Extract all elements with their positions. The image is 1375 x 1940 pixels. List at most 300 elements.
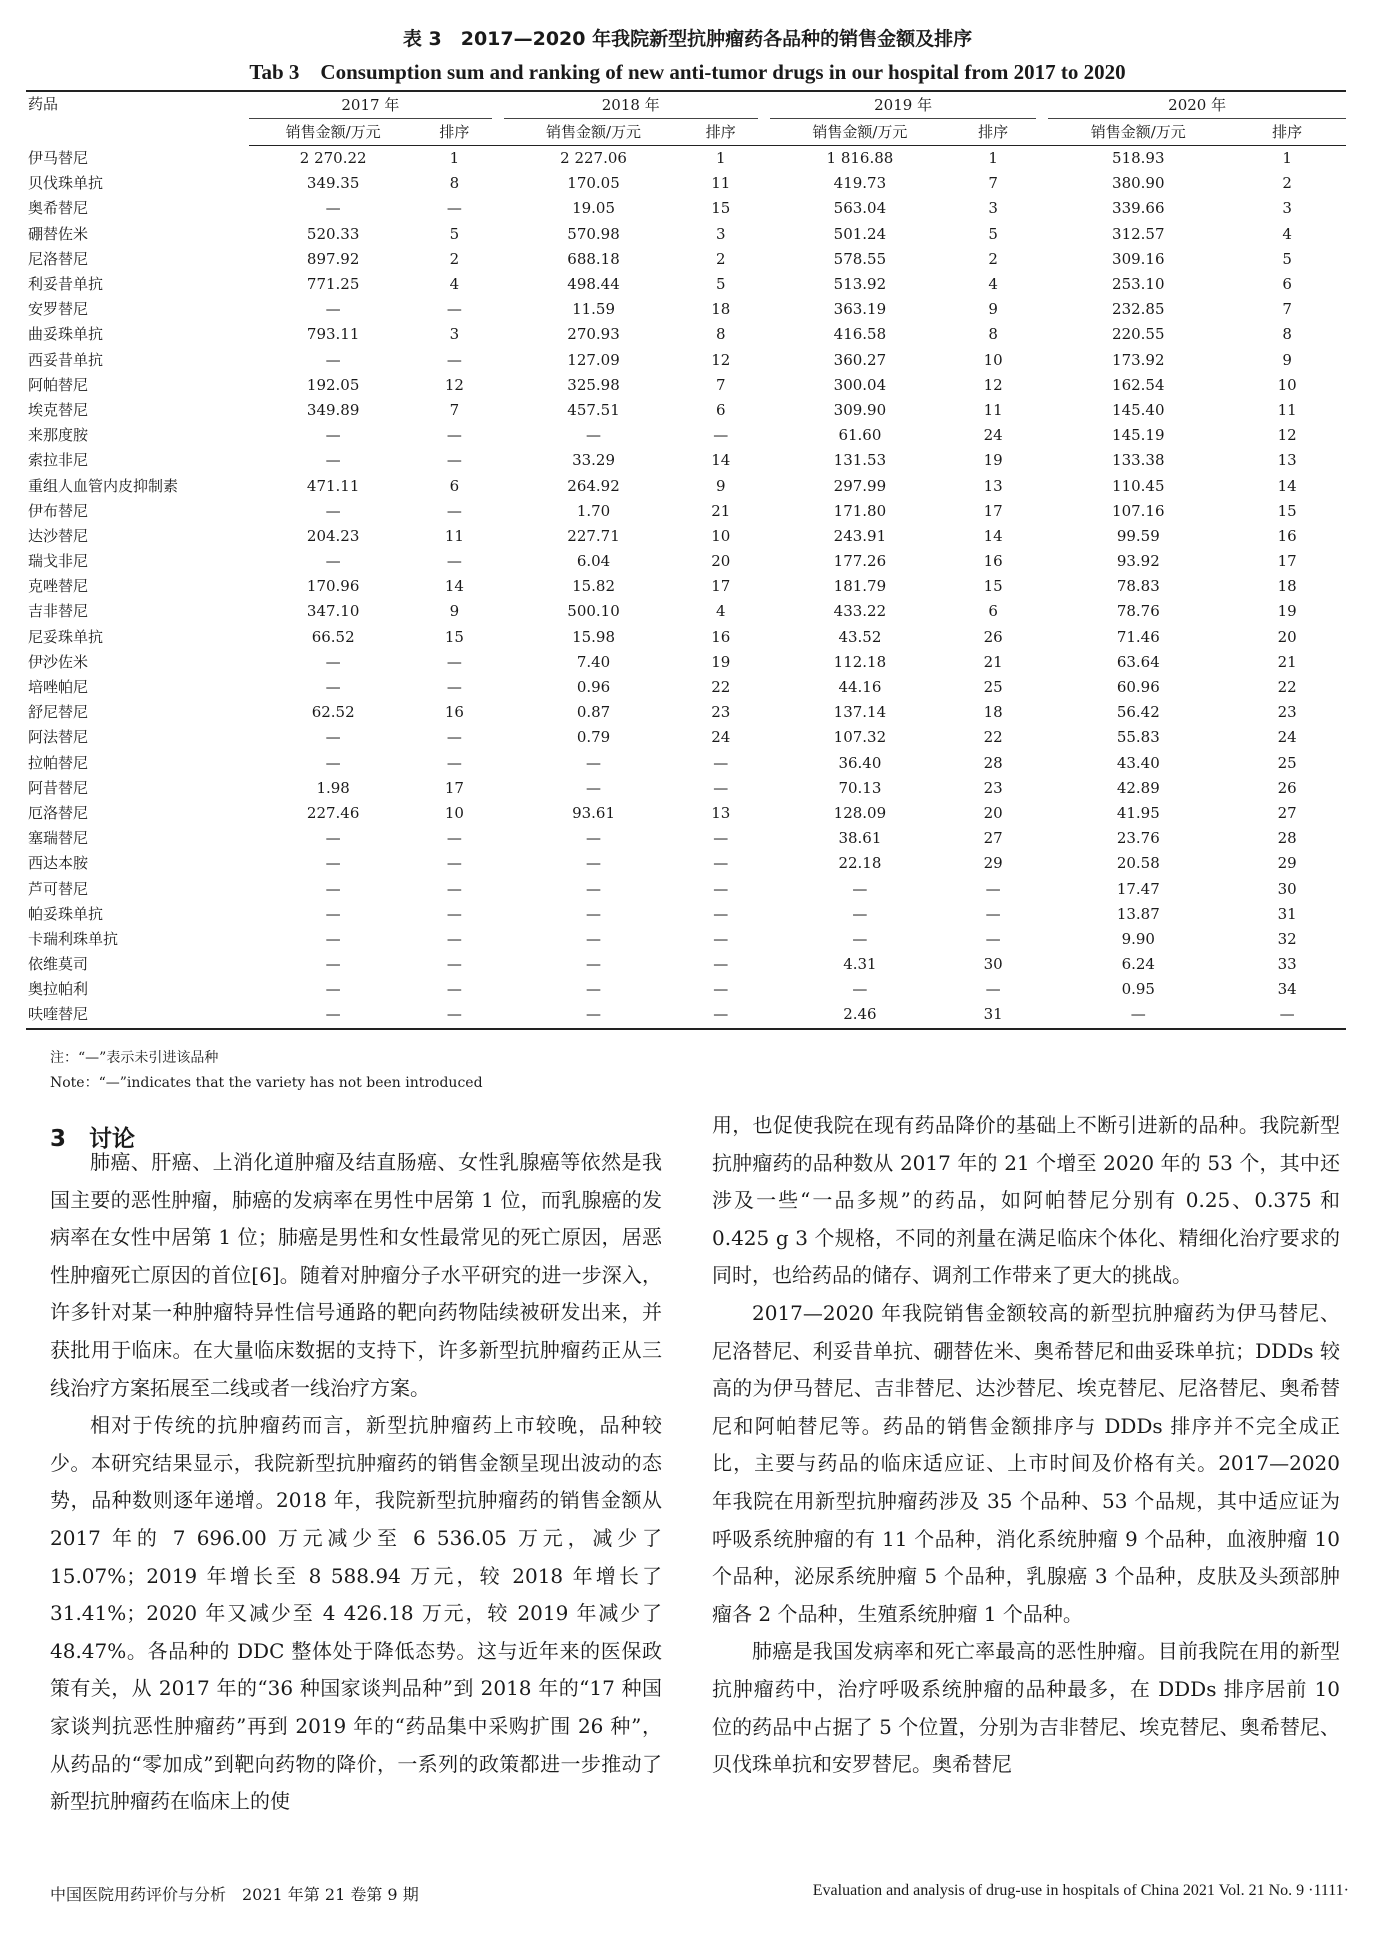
amount-cell: 99.59 — [1116, 526, 1160, 545]
amount-cell: — — [325, 879, 341, 898]
amount-cell: 1.98 — [316, 778, 350, 797]
rank-cell: 10 — [444, 803, 464, 822]
amount-cell: 563.04 — [833, 199, 887, 218]
left-column — [50, 1144, 662, 1821]
rank-cell: 18 — [711, 300, 731, 319]
amount-cell: — — [1048, 1002, 1228, 1028]
amount-cell: 771.25 — [306, 275, 360, 294]
rank-cell: — — [446, 753, 462, 772]
rank-cell: 20 — [1277, 627, 1297, 646]
rank-cell: 13 — [1277, 451, 1297, 470]
rank-cell: — — [446, 854, 462, 873]
amount-cell: 15.98 — [572, 627, 616, 646]
amount-cell: — — [325, 955, 341, 974]
table-row — [26, 222, 1346, 247]
rank-cell: 15 — [444, 627, 464, 646]
rank-cell: 22 — [983, 728, 1003, 747]
amount-cell: 55.83 — [1116, 728, 1160, 747]
rank-cell: 7 — [715, 375, 726, 394]
rank-cell: 14 — [444, 577, 464, 596]
amount-cell: 170.96 — [306, 577, 360, 596]
amount-cell: — — [325, 753, 341, 772]
amount-cell: 0.79 — [576, 728, 611, 747]
rank-cell: 10 — [1277, 375, 1297, 394]
rank-cell: 3 — [988, 199, 998, 218]
amount-cell: 297.99 — [833, 476, 887, 495]
rank-cell: 1 — [1282, 149, 1292, 168]
amount-cell: 60.96 — [1116, 678, 1160, 697]
rank-cell: 11 — [983, 400, 1003, 419]
rank-cell: — — [446, 955, 462, 974]
drug-name-cell: 阿法替尼 — [28, 728, 89, 747]
rank-cell: 3 — [715, 224, 726, 243]
drug-name-cell: 依维莫司 — [28, 955, 89, 974]
amount-cell: 7.40 — [576, 652, 611, 671]
amount-cell: — — [852, 904, 868, 923]
amount-cell: 0.87 — [576, 703, 611, 722]
table-row — [26, 927, 1346, 952]
rank-cell: — — [684, 1002, 758, 1028]
amount-cell: 520.33 — [306, 224, 360, 243]
rank-cell: 14 — [1277, 476, 1297, 495]
rank-cell: 12 — [711, 350, 731, 369]
rank-cell: 23 — [983, 778, 1003, 797]
amount-cell: — — [586, 753, 602, 772]
amount-cell: 61.60 — [838, 426, 882, 445]
amount-cell: 2 227.06 — [560, 149, 627, 168]
header-amount: 销售金额/万元 — [249, 119, 417, 146]
amount-cell: 56.42 — [1116, 703, 1160, 722]
header-rank: 排序 — [417, 119, 491, 146]
rank-cell: — — [713, 929, 729, 948]
rank-cell: 5 — [449, 224, 460, 243]
amount-cell: 145.19 — [1112, 426, 1165, 445]
amount-cell: 192.05 — [306, 375, 360, 394]
amount-cell: 107.32 — [833, 728, 887, 747]
amount-cell: 309.16 — [1112, 249, 1165, 268]
rank-cell: 22 — [1277, 678, 1297, 697]
rank-cell: 24 — [1277, 728, 1297, 747]
amount-cell: 300.04 — [833, 375, 887, 394]
amount-cell: — — [586, 854, 602, 873]
amount-cell: — — [586, 426, 602, 445]
amount-cell: 20.58 — [1116, 854, 1160, 873]
amount-cell: — — [325, 904, 341, 923]
amount-cell: 325.98 — [567, 375, 620, 394]
table-row — [26, 398, 1346, 423]
rank-cell: 19 — [1277, 602, 1297, 621]
rank-cell: — — [446, 199, 462, 218]
header-amount: 销售金额/万元 — [770, 119, 950, 146]
rank-cell: 26 — [983, 627, 1003, 646]
table-row — [26, 776, 1346, 801]
table-row — [26, 348, 1346, 373]
amount-cell: — — [586, 778, 602, 797]
table-row — [26, 423, 1346, 448]
rank-cell: 21 — [983, 652, 1003, 671]
rank-cell: 21 — [1277, 652, 1297, 671]
rank-cell: 27 — [983, 829, 1003, 848]
amount-cell: — — [325, 678, 341, 697]
rank-cell: 9 — [988, 300, 998, 319]
amount-cell: 232.85 — [1112, 300, 1165, 319]
drug-name-cell: 厄洛替尼 — [28, 803, 89, 822]
table-caption-cn: 表 3 2017—2020 年我院新型抗肿瘤药各品种的销售金额及排序 — [402, 28, 973, 50]
amount-cell: 1 816.88 — [826, 149, 894, 168]
amount-cell: 227.71 — [567, 526, 620, 545]
amount-cell: 220.55 — [1112, 325, 1165, 344]
rank-cell: 31 — [1277, 904, 1297, 923]
rank-cell: 30 — [983, 955, 1003, 974]
amount-cell: 1.70 — [576, 501, 611, 520]
rank-cell: 16 — [711, 627, 731, 646]
amount-cell: — — [325, 829, 341, 848]
amount-cell: 578.55 — [833, 249, 887, 268]
drug-name-cell: 瑞戈非尼 — [28, 552, 89, 571]
rank-cell: 11 — [711, 174, 731, 193]
rank-cell: 12 — [444, 375, 464, 394]
amount-cell: — — [504, 1002, 684, 1028]
table-row — [26, 851, 1346, 876]
table-row — [26, 499, 1346, 524]
amount-cell: 19.05 — [572, 199, 616, 218]
rank-cell: 11 — [444, 526, 464, 545]
drug-name-cell: 埃克替尼 — [28, 400, 89, 419]
header-amount: 销售金额/万元 — [504, 119, 684, 146]
rank-cell: — — [713, 753, 729, 772]
drug-name-cell: 伊布替尼 — [28, 501, 89, 520]
header-year-2020: 2020 年 — [1048, 91, 1346, 119]
table-row — [26, 549, 1346, 574]
paragraph: 相对于传统的抗肿瘤药而言，新型抗肿瘤药上市较晚，品种较少。本研究结果显示，我院新型抗肿瘤药的销售金额呈现出波动的态势，品种数则逐年递增。2018 年，我院新型抗肿瘤药的销售金额从 2017 年的 7 696.00 万元减少至 6 536.05 万元，减少了 15.07%；2019 年增长至 8 588.94 万元，较 2018 年增长了 31.41%；2020 年又减少至 4 426.18 万元，较 2019 年减少了 48.47%。各品种的 DDC 整体处于降低态势。这与近年来的医保政策有关，从 2017 年的“36 种国家谈判品种”到 2018 年的“17 种国家谈判抗恶性肿瘤药”再到 2019 年的“药品集中采购扩围 26 种”，从药品的“零加成”到靶向药物的降价，一系列的政策都进一步推动了新型抗肿瘤药在临床上的使 — [50, 1413, 662, 1814]
paragraph: 2017—2020 年我院销售金额较高的新型抗肿瘤药为伊马替尼、尼洛替尼、利妥昔单抗、硼替佐米、奥希替尼和曲妥珠单抗；DDDs 较高的为伊马替尼、吉非替尼、达沙替尼、埃克替尼、尼洛替尼、奥希替尼和阿帕替尼等。药品的销售金额排序与 DDDs 排序并不完全成正比，主要与药品的临床适应证、上市时间及价格有关。2017—2020 年我院在用新型抗肿瘤药涉及 35 个品种、53 个品规，其中适应证为呼吸系统肿瘤的有 11 个品种，消化系统肿瘤 9 个品种，血液肿瘤 10 个品种，泌尿系统肿瘤 5 个品种，乳腺癌 3 个品种，皮肤及头颈部肿瘤各 2 个品种，生殖系统肿瘤 1 个品种。 — [712, 1300, 1340, 1626]
amount-cell: 36.40 — [838, 753, 882, 772]
amount-cell: 2.46 — [770, 1002, 950, 1028]
amount-cell: 433.22 — [833, 602, 887, 621]
amount-cell: 22.18 — [838, 854, 882, 873]
rank-cell: 25 — [983, 678, 1003, 697]
table-row — [26, 473, 1346, 498]
rank-cell: 18 — [1277, 577, 1297, 596]
amount-cell: 177.26 — [833, 552, 887, 571]
table-row — [26, 675, 1346, 700]
header-rank: 排序 — [684, 119, 758, 146]
table-row — [26, 373, 1346, 398]
amount-cell: 170.05 — [567, 174, 620, 193]
rank-cell: 9 — [449, 602, 460, 621]
amount-cell: 145.40 — [1112, 400, 1165, 419]
amount-cell: — — [852, 879, 868, 898]
amount-cell: 107.16 — [1112, 501, 1165, 520]
rank-cell: 9 — [1282, 350, 1292, 369]
amount-cell: 13.87 — [1116, 904, 1160, 923]
rank-cell: 33 — [1277, 955, 1297, 974]
rank-cell: 12 — [1277, 426, 1297, 445]
amount-cell: 6.24 — [1121, 955, 1155, 974]
rank-cell: — — [446, 451, 462, 470]
rank-cell: 8 — [715, 325, 726, 344]
table-note-en: Note：“—”indicates that the variety has not been introduced — [50, 1075, 483, 1091]
amount-cell: — — [586, 980, 602, 999]
rank-cell: 14 — [711, 451, 731, 470]
amount-cell: 110.45 — [1112, 476, 1165, 495]
amount-cell: — — [325, 854, 341, 873]
amount-cell: 4.31 — [843, 955, 877, 974]
drug-name-cell: 帕妥珠单抗 — [28, 904, 104, 923]
drug-name-cell: 利妥昔单抗 — [28, 275, 104, 294]
rank-cell: — — [713, 778, 729, 797]
amount-cell: 688.18 — [567, 249, 620, 268]
amount-cell: 171.80 — [833, 501, 887, 520]
section-heading: 3 讨论 — [50, 1126, 136, 1152]
rank-cell: 9 — [715, 476, 726, 495]
amount-cell: 62.52 — [311, 703, 355, 722]
amount-cell: 349.89 — [306, 400, 360, 419]
rank-cell: 6 — [449, 476, 460, 495]
amount-cell: 204.23 — [306, 526, 360, 545]
amount-cell: 518.93 — [1112, 149, 1165, 168]
amount-cell: 137.14 — [833, 703, 887, 722]
table-row — [26, 599, 1346, 624]
amount-cell: 93.92 — [1116, 552, 1160, 571]
amount-cell: — — [325, 929, 341, 948]
amount-cell: 498.44 — [567, 275, 620, 294]
drug-name-cell: 阿帕替尼 — [28, 375, 89, 394]
rank-cell: 2 — [988, 249, 998, 268]
amount-cell: 70.13 — [838, 778, 882, 797]
rank-cell: 2 — [449, 249, 460, 268]
drug-name-cell: 伊沙佐米 — [28, 652, 89, 671]
rank-cell: 2 — [715, 249, 726, 268]
rank-cell: — — [446, 829, 462, 848]
rank-cell: 6 — [988, 602, 998, 621]
drug-name-cell: 西妥昔单抗 — [28, 350, 104, 369]
footer-journal-en: Evaluation and analysis of drug-use in hospitals of China 2021 Vol. 21 No. 9 ·1111· — [812, 1882, 1349, 1899]
amount-cell: 793.11 — [306, 325, 360, 344]
drug-name-cell: 培唑帕尼 — [28, 678, 89, 697]
table-row — [26, 826, 1346, 851]
drug-name-cell: 吉非替尼 — [28, 602, 89, 621]
amount-cell: 71.46 — [1116, 627, 1160, 646]
rank-cell: 16 — [444, 703, 464, 722]
rank-cell: 3 — [1282, 199, 1292, 218]
amount-cell: 339.66 — [1112, 199, 1165, 218]
rank-cell: 8 — [988, 325, 998, 344]
drug-name-cell: 来那度胺 — [28, 426, 89, 445]
amount-cell: — — [325, 350, 341, 369]
amount-cell: 471.11 — [306, 476, 360, 495]
rank-cell: 13 — [711, 803, 731, 822]
amount-cell: 243.91 — [833, 526, 887, 545]
rank-cell: — — [446, 350, 462, 369]
amount-cell: 0.95 — [1121, 980, 1155, 999]
header-year-2019: 2019 年 — [770, 91, 1036, 119]
rank-cell: — — [446, 904, 462, 923]
rank-cell: 16 — [983, 552, 1003, 571]
rank-cell: — — [446, 980, 462, 999]
amount-cell: 2 270.22 — [299, 149, 367, 168]
amount-cell: 309.90 — [833, 400, 887, 419]
rank-cell: — — [713, 955, 729, 974]
amount-cell: 380.90 — [1112, 174, 1165, 193]
amount-cell: — — [325, 980, 341, 999]
rank-cell: 8 — [449, 174, 460, 193]
table-row — [26, 297, 1346, 322]
rank-cell: 24 — [711, 728, 731, 747]
rank-cell: 17 — [983, 501, 1003, 520]
rank-cell: 1 — [449, 149, 460, 168]
rank-cell: 16 — [1277, 526, 1297, 545]
rank-cell: 4 — [449, 275, 460, 294]
drug-name-cell: 呋喹替尼 — [26, 1002, 249, 1028]
amount-cell: 133.38 — [1112, 451, 1165, 470]
amount-cell: 227.46 — [306, 803, 360, 822]
amount-cell: 360.27 — [833, 350, 887, 369]
drug-name-cell: 塞瑞替尼 — [28, 829, 89, 848]
rank-cell: 14 — [983, 526, 1003, 545]
drug-name-cell: 硼替佐米 — [28, 224, 89, 243]
rank-cell: 5 — [1282, 249, 1292, 268]
rank-cell: 1 — [715, 149, 726, 168]
amount-cell: 419.73 — [833, 174, 887, 193]
rank-cell: 11 — [1277, 400, 1297, 419]
drug-name-cell: 奥拉帕利 — [28, 980, 89, 999]
amount-cell: 570.98 — [567, 224, 620, 243]
drug-name-cell: 西达本胺 — [28, 854, 89, 873]
rank-cell: 34 — [1277, 980, 1297, 999]
sales-table — [26, 90, 1346, 1030]
table-row — [26, 196, 1346, 221]
drug-name-cell: 芦可替尼 — [28, 879, 89, 898]
drug-name-cell: 重组人血管内皮抑制素 — [28, 476, 179, 495]
rank-cell: — — [446, 728, 462, 747]
amount-cell: 162.54 — [1112, 375, 1165, 394]
rank-cell: 17 — [444, 778, 464, 797]
drug-name-cell: 拉帕替尼 — [28, 753, 89, 772]
rank-cell: 29 — [983, 854, 1003, 873]
rank-cell: 5 — [988, 224, 998, 243]
table-note-cn: 注：“—”表示未引进该品种 — [50, 1050, 219, 1066]
rank-cell: 28 — [983, 753, 1003, 772]
table-row — [26, 952, 1346, 977]
rank-cell: 5 — [715, 275, 726, 294]
rank-cell: 15 — [1277, 501, 1297, 520]
amount-cell: 363.19 — [833, 300, 887, 319]
amount-cell: 17.47 — [1116, 879, 1160, 898]
amount-cell: — — [586, 904, 602, 923]
drug-name-cell: 卡瑞利珠单抗 — [28, 929, 119, 948]
table-row — [26, 322, 1346, 347]
rank-cell: 4 — [988, 275, 998, 294]
amount-cell: 63.64 — [1116, 652, 1160, 671]
drug-name-cell: 索拉非尼 — [28, 451, 89, 470]
paragraph: 肺癌、肝癌、上消化道肿瘤及结直肠癌、女性乳腺癌等依然是我国主要的恶性肿瘤，肺癌的发病率在男性中居第 1 位，而乳腺癌的发病率在女性中居第 1 位；肺癌是男性和女性最常见的死亡原因，居恶性肿瘤死亡原因的首位[6]。随着对肿瘤分子水平研究的进一步深入，许多针对某一种肿瘤特异性信号通路的靶向药物陆续被研发出来，并获批用于临床。在大量临床数据的支持下，许多新型抗肿瘤药正从三线治疗方案拓展至二线或者一线治疗方案。 — [50, 1150, 662, 1400]
rank-cell: — — [985, 929, 1001, 948]
amount-cell: — — [586, 829, 602, 848]
rank-cell: 17 — [711, 577, 731, 596]
amount-cell: 41.95 — [1116, 803, 1160, 822]
rank-cell: — — [713, 879, 729, 898]
amount-cell: 416.58 — [833, 325, 887, 344]
amount-cell: — — [325, 199, 341, 218]
rank-cell: 10 — [983, 350, 1003, 369]
drug-name-cell: 克唑替尼 — [28, 577, 89, 596]
amount-cell: 6.04 — [576, 552, 611, 571]
table-row — [26, 650, 1346, 675]
header-year-2017: 2017 年 — [249, 91, 491, 119]
amount-cell: — — [325, 728, 341, 747]
amount-cell: — — [852, 980, 868, 999]
drug-name-cell: 曲妥珠单抗 — [28, 325, 104, 344]
amount-cell: 264.92 — [567, 476, 620, 495]
amount-cell: 11.59 — [572, 300, 616, 319]
rank-cell: — — [446, 879, 462, 898]
amount-cell: 457.51 — [567, 400, 620, 419]
footer-journal-cn: 中国医院用药评价与分析 2021 年第 21 卷第 9 期 — [50, 1885, 419, 1904]
right-column — [712, 1107, 1340, 1784]
rank-cell: 27 — [1277, 803, 1297, 822]
table-row — [26, 625, 1346, 650]
amount-cell: 9.90 — [1121, 929, 1155, 948]
amount-cell: — — [325, 426, 341, 445]
rank-cell: 31 — [950, 1002, 1036, 1028]
amount-cell: 513.92 — [833, 275, 887, 294]
rank-cell: 3 — [449, 325, 460, 344]
rank-cell: — — [446, 678, 462, 697]
amount-cell: 312.57 — [1112, 224, 1165, 243]
rank-cell: — — [985, 879, 1001, 898]
rank-cell: 19 — [711, 652, 731, 671]
rank-cell: 7 — [1282, 300, 1292, 319]
amount-cell: 501.24 — [833, 224, 887, 243]
amount-cell: 0.96 — [576, 678, 611, 697]
amount-cell: — — [586, 879, 602, 898]
rank-cell: 32 — [1277, 929, 1297, 948]
drug-name-cell: 伊马替尼 — [28, 148, 89, 167]
rank-cell: 13 — [983, 476, 1003, 495]
drug-name-cell: 达沙替尼 — [28, 526, 89, 545]
amount-cell: 347.10 — [306, 602, 360, 621]
table-row — [26, 725, 1346, 750]
amount-cell: — — [325, 451, 341, 470]
header-rank: 排序 — [950, 119, 1036, 146]
amount-cell: 78.76 — [1116, 602, 1160, 621]
amount-cell: 15.82 — [572, 577, 616, 596]
table-row — [26, 1002, 1346, 1028]
rank-cell: 2 — [1282, 174, 1292, 193]
table-row — [26, 574, 1346, 599]
rank-cell: — — [985, 980, 1001, 999]
amount-cell: 23.76 — [1116, 829, 1160, 848]
amount-cell: — — [586, 955, 602, 974]
amount-cell: 270.93 — [567, 325, 620, 344]
drug-name-cell: 尼洛替尼 — [28, 249, 89, 268]
drug-name-cell: 尼妥珠单抗 — [28, 627, 104, 646]
rank-cell: 18 — [983, 703, 1003, 722]
rank-cell: 25 — [1277, 753, 1297, 772]
drug-name-cell: 安罗替尼 — [28, 300, 89, 319]
rank-cell: 21 — [711, 501, 731, 520]
rank-cell: 28 — [1277, 829, 1297, 848]
rank-cell: 7 — [449, 400, 460, 419]
amount-cell: 253.10 — [1112, 275, 1165, 294]
rank-cell: 23 — [1277, 703, 1297, 722]
table-row — [26, 977, 1346, 1002]
drug-name-cell: 舒尼替尼 — [28, 703, 89, 722]
rank-cell: — — [446, 426, 462, 445]
rank-cell: 26 — [1277, 778, 1297, 797]
rank-cell: 29 — [1277, 854, 1297, 873]
